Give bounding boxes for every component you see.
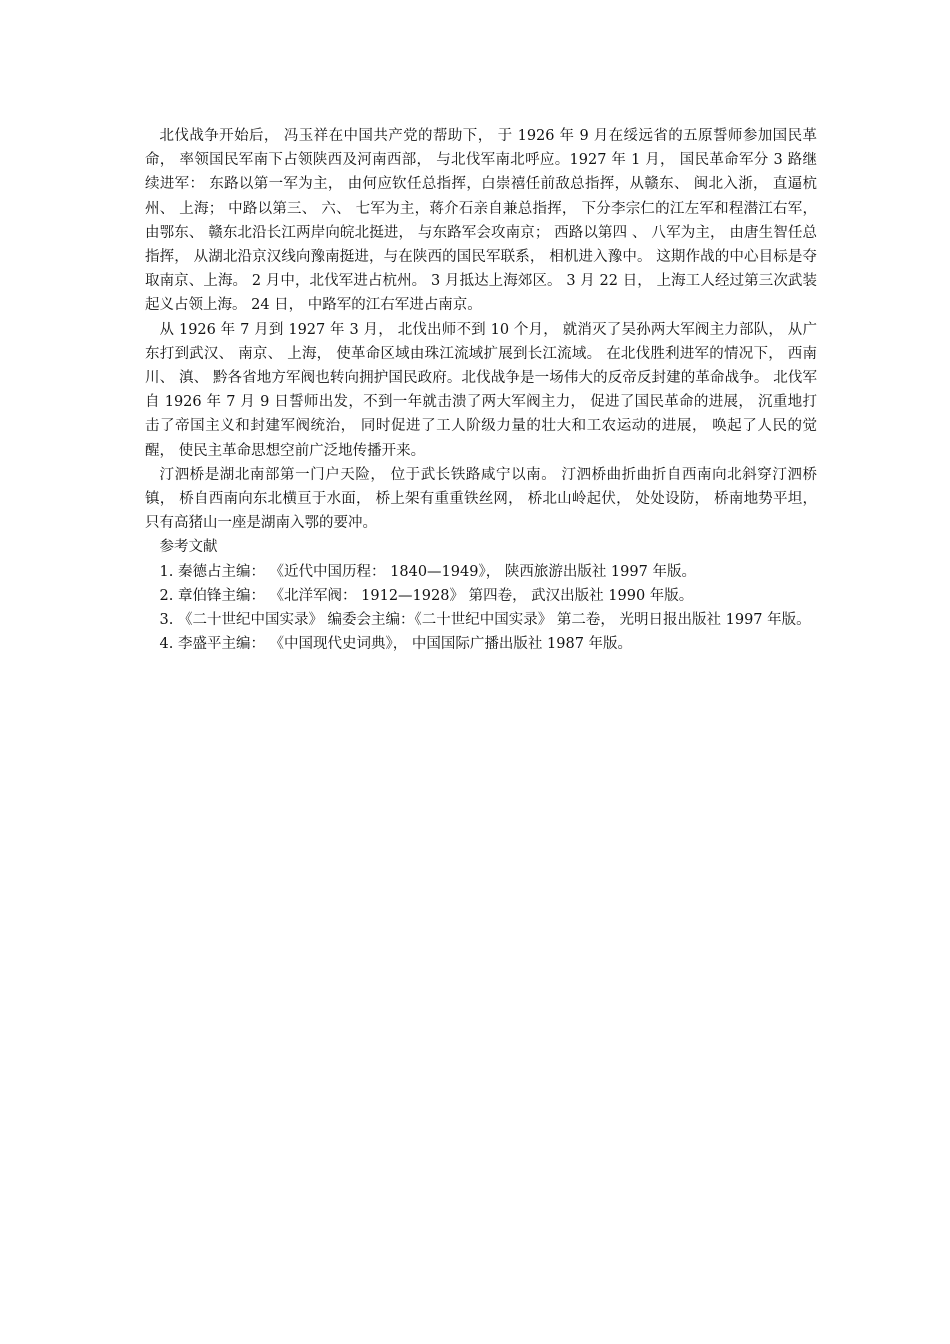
reference-item-3: 3. 《二十世纪中国实录》 编委会主编：《二十世纪中国实录》 第二卷， 光明日报出版社 1997 年版。	[159, 612, 811, 629]
reference-item-4: 4. 李盛平主编： 《中国现代史词典》， 中国国际广播出版社 1987 年版。	[159, 636, 633, 653]
paragraph-tingsi-bridge: 汀泗桥是湖北南部第一门户天险， 位于武长铁路咸宁以南。 汀泗桥曲折曲折自西南向北斜穿汀泗桥镇， 桥自西南向东北横亘于水面， 桥上架有重重铁丝网， 桥北山岭起伏， 处处设防， 桥南地势平坦， 只有高猪山一座是湖南入鄂的要冲。	[145, 466, 817, 532]
reference-item-2: 2. 章伯锋主编： 《北洋军阀： 1912—1928》 第四卷， 武汉出版社 1990 年版。	[159, 587, 694, 604]
reference-item-1: 1. 秦德占主编： 《近代中国历程： 1840—1949》， 陕西旅游出版社 1997 年版。	[159, 563, 696, 580]
document-body	[145, 124, 817, 656]
references-heading: 参考文献	[159, 539, 218, 556]
paragraph-northern-expedition-results: 从 1926 年 7 月到 1927 年 3 月， 北伐出师不到 10 个月， 就消灭了吴孙两大军阀主力部队， 从广东打到武汉、 南京、 上海， 使革命区域由珠江流域扩展到长江流域。 在北伐胜利进军的情况下， 西南川、 滇、 黔各省地方军阀也转向拥护国民政府。北伐战争是一场伟大的反帝反封建的革命战争。 北伐军自 1926 年 7 月 9 日誓师出发，不到一年就击溃了两大军阀主力， 促进了国民革命的进展， 沉重地打击了帝国主义和封建军阀统治， 同时促进了工人阶级力量的壮大和工农运动的进展， 唤起了人民的觉醒， 使民主革命思想空前广泛地传播开来。	[145, 321, 817, 459]
paragraph-northern-expedition-start: 北伐战争开始后， 冯玉祥在中国共产党的帮助下， 于 1926 年 9 月在绥远省的五原誓师参加国民革命， 率领国民军南下占领陕西及河南西部， 与北伐军南北呼应。1927 年 1 月， 国民革命军分 3 路继续进军： 东路以第一军为主， 由何应钦任总指挥，白崇禧任前敌总指挥，从赣东、 闽北入浙， 直逼杭州、 上海； 中路以第三、 六、 七军为主，蒋介石亲自兼总指挥， 下分李宗仁的江左军和程潜江右军， 由鄂东、 赣东北沿长江两岸向皖北挺进， 与东路军会攻南京； 西路以第四 、 八军为主， 由唐生智任总指挥， 从湖北沿京汉线向豫南挺进，与在陕西的国民军联系， 相机进入豫中。 这期作战的中心目标是夺取南京、上海。 2 月中，北伐军进占杭州。 3 月抵达上海郊区。 3 月 22 日， 上海工人经过第三次武装起义占领上海。 24 日， 中路军的江右军进占南京。	[145, 128, 817, 314]
